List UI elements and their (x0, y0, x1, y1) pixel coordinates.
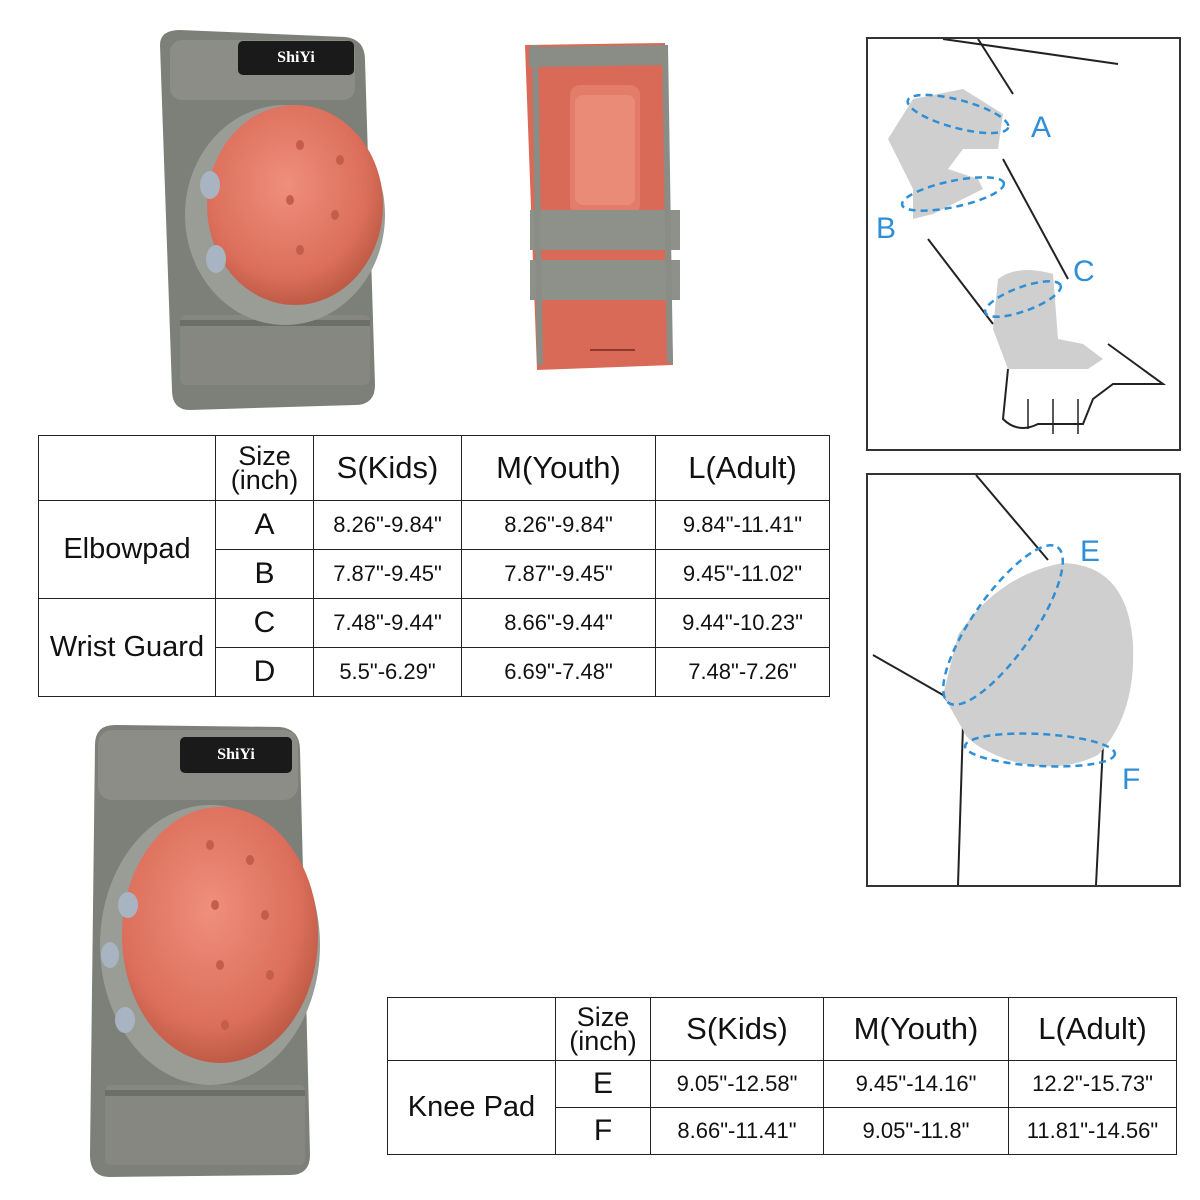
column-header: L(Adult) (1009, 998, 1177, 1061)
size-value: 8.26"-9.84" (314, 501, 462, 550)
elbow-pad-image (150, 25, 400, 415)
table-row (388, 1061, 1177, 1108)
column-header: M(Youth) (462, 436, 656, 501)
label-f: F (1122, 763, 1141, 796)
label-a: A (1031, 111, 1052, 144)
size-value: 5.5"-6.29" (314, 648, 462, 697)
row-letter: C (216, 599, 314, 648)
size-value: 7.87"-9.45" (314, 550, 462, 599)
label-c: C (1073, 255, 1095, 288)
label-e: E (1080, 535, 1101, 568)
brand-patch (180, 737, 292, 773)
row-letter: D (216, 648, 314, 697)
knee-measurement-diagram (866, 473, 1181, 887)
brand-name: ShiYi (217, 746, 255, 763)
size-value: 9.05"-11.8" (824, 1108, 1009, 1155)
size-value: 12.2"-15.73" (1009, 1061, 1177, 1108)
size-value: 8.66"-9.44" (462, 599, 656, 648)
label-b: B (876, 212, 897, 245)
group-label: Knee Pad (388, 1061, 556, 1155)
size-value: 9.05"-12.58" (651, 1061, 824, 1108)
column-header: S(Kids) (651, 998, 824, 1061)
size-value: 9.84"-11.41" (656, 501, 830, 550)
column-header: M(Youth) (824, 998, 1009, 1061)
group-label: Wrist Guard (39, 599, 216, 697)
table-row (39, 599, 830, 648)
size-header: Size (inch) (556, 998, 651, 1061)
size-value: 9.44"-10.23" (656, 599, 830, 648)
size-value: 7.48"-9.44" (314, 599, 462, 648)
brand-patch (238, 41, 354, 75)
size-value: 7.87"-9.45" (462, 550, 656, 599)
size-value: 9.45"-14.16" (824, 1061, 1009, 1108)
arm-measurement-diagram (866, 37, 1181, 451)
column-header: L(Adult) (656, 436, 830, 501)
knee-size-table (387, 997, 1177, 1155)
table-row (39, 501, 830, 550)
size-value: 8.26"-9.84" (462, 501, 656, 550)
size-value: 8.66"-11.41" (651, 1108, 824, 1155)
size-value: 9.45"-11.02" (656, 550, 830, 599)
corner-cell (39, 436, 216, 501)
size-value: 6.69"-7.48" (462, 648, 656, 697)
size-value: 7.48"-7.26" (656, 648, 830, 697)
wrist-guard-image (515, 25, 685, 385)
row-letter: E (556, 1061, 651, 1108)
size-value: 11.81"-14.56" (1009, 1108, 1177, 1155)
column-header: S(Kids) (314, 436, 462, 501)
row-letter: A (216, 501, 314, 550)
group-label: Elbowpad (39, 501, 216, 599)
size-header: Size (inch) (216, 436, 314, 501)
corner-cell (388, 998, 556, 1061)
row-letter: F (556, 1108, 651, 1155)
elbow-wrist-size-table (38, 435, 830, 697)
knee-pad-image (70, 715, 325, 1185)
row-letter: B (216, 550, 314, 599)
brand-name: ShiYi (277, 49, 315, 66)
